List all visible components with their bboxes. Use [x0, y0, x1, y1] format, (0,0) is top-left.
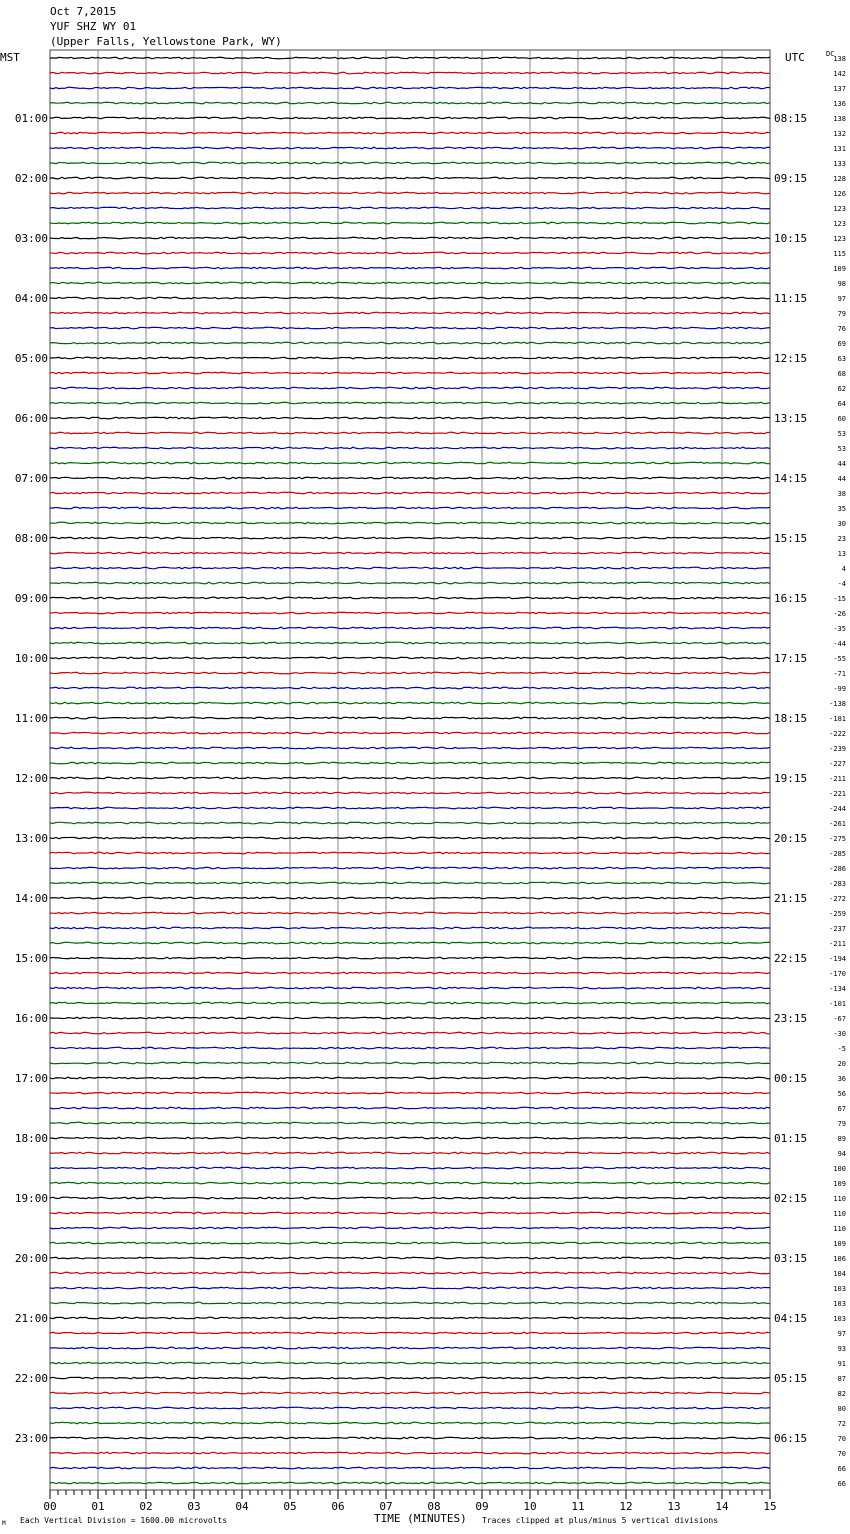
seismic-trace [50, 417, 770, 419]
dc-offset-value: 123 [833, 235, 846, 243]
dc-offset-value: -286 [829, 865, 846, 873]
dc-offset-value: 138 [833, 115, 846, 123]
mst-hour-label: 12:00 [14, 772, 48, 785]
dc-offset-value: 4 [841, 565, 846, 573]
x-axis-label: TIME (MINUTES) [374, 1512, 467, 1525]
seismic-trace [50, 927, 770, 929]
seismic-trace [50, 852, 770, 854]
seismic-trace [50, 1182, 770, 1184]
seismic-trace [50, 1197, 770, 1199]
seismic-trace [50, 867, 770, 869]
seismic-trace [50, 87, 770, 89]
seismic-trace [50, 432, 770, 434]
seismic-trace [50, 897, 770, 899]
utc-hour-label: 09:15 [774, 172, 808, 185]
dc-offset-value: -239 [829, 745, 846, 753]
mst-hour-label: 03:00 [14, 232, 48, 245]
seismic-trace [50, 1077, 770, 1079]
seismic-trace [50, 987, 770, 989]
utc-hour-label: 16:15 [774, 592, 808, 605]
dc-offset-value: 110 [833, 1225, 846, 1233]
dc-offset-value: -222 [829, 730, 846, 738]
seismic-trace [50, 162, 770, 164]
seismic-trace [50, 1287, 770, 1289]
dc-offset-value: 132 [833, 130, 846, 138]
dc-offset-value: -221 [829, 790, 846, 798]
seismic-trace [50, 522, 770, 524]
mst-hour-label: 16:00 [14, 1012, 48, 1025]
utc-hour-label: 11:15 [774, 292, 808, 305]
mst-hour-label: 13:00 [14, 832, 48, 845]
utc-hour-label: 22:15 [774, 952, 808, 965]
dc-offset-value: 126 [833, 190, 846, 198]
seismic-trace [50, 1302, 770, 1304]
seismic-trace [50, 402, 770, 404]
seismic-trace [50, 807, 770, 809]
utc-hour-label: 21:15 [774, 892, 808, 905]
utc-hour-label: 02:15 [774, 1192, 808, 1205]
seismic-trace [50, 1002, 770, 1004]
dc-offset-value: -4 [837, 580, 846, 588]
dc-offset-value: -26 [833, 610, 846, 618]
dc-offset-value: 79 [837, 1120, 846, 1128]
seismic-trace [50, 537, 770, 539]
dc-offset-value: 80 [837, 1405, 846, 1413]
utc-hour-label: 00:15 [774, 1072, 808, 1085]
utc-hour-label: 12:15 [774, 352, 808, 365]
dc-offset-value: -30 [833, 1030, 846, 1038]
dc-offset-value: -55 [833, 655, 846, 663]
dc-offset-value: -67 [833, 1015, 846, 1023]
seismic-trace [50, 792, 770, 794]
seismic-trace [50, 237, 770, 239]
seismic-trace [50, 492, 770, 494]
dc-offset-value: 109 [833, 265, 846, 273]
seismic-trace [50, 1017, 770, 1019]
dc-offset-value: 64 [837, 400, 846, 408]
dc-offset-value: -261 [829, 820, 846, 828]
x-tick-label: 00 [43, 1500, 57, 1513]
seismic-trace [50, 177, 770, 179]
mst-hour-label: 15:00 [14, 952, 48, 965]
dc-offset-value: 68 [837, 370, 846, 378]
dc-offset-value: 131 [833, 145, 846, 153]
dc-offset-value: 23 [837, 535, 846, 543]
x-tick-label: 07 [379, 1500, 393, 1513]
dc-offset-value: 69 [837, 340, 846, 348]
seismic-trace [50, 222, 770, 224]
mst-hour-label: 05:00 [14, 352, 48, 365]
mst-hour-label: 08:00 [14, 532, 48, 545]
station-code: YUF SHZ WY 01 [50, 20, 137, 33]
mst-hour-label: 01:00 [14, 112, 48, 125]
utc-hour-label: 10:15 [774, 232, 808, 245]
dc-offset-value: 72 [837, 1420, 846, 1428]
x-tick-label: 15 [763, 1500, 777, 1513]
seismic-trace [50, 1422, 770, 1424]
x-tick-label: 03 [187, 1500, 201, 1513]
seismic-trace [50, 1377, 770, 1379]
dc-offset-value: 128 [833, 175, 846, 183]
dc-offset-value: 70 [837, 1435, 846, 1443]
seismic-trace [50, 1107, 770, 1109]
dc-offset-value: -283 [829, 880, 846, 888]
dc-offset-value: -227 [829, 760, 846, 768]
mst-hour-label: 11:00 [14, 712, 48, 725]
seismic-trace [50, 372, 770, 374]
seismic-trace [50, 252, 770, 254]
dc-offset-value: -211 [829, 940, 846, 948]
dc-offset-value: 63 [837, 355, 846, 363]
dc-offset-value: 109 [833, 1180, 846, 1188]
dc-offset-value: 93 [837, 1345, 846, 1353]
dc-offset-value: 60 [837, 415, 846, 423]
dc-offset-value: -71 [833, 670, 846, 678]
dc-offset-value: 62 [837, 385, 846, 393]
seismic-trace [50, 1437, 770, 1439]
seismic-trace [50, 1137, 770, 1139]
dc-offset-value: 89 [837, 1135, 846, 1143]
seismic-trace [50, 267, 770, 269]
mst-hour-label: 19:00 [14, 1192, 48, 1205]
dc-offset-value: -275 [829, 835, 846, 843]
utc-hour-label: 08:15 [774, 112, 808, 125]
mst-hour-label: 09:00 [14, 592, 48, 605]
utc-hour-label: 05:15 [774, 1372, 808, 1385]
utc-hour-label: 19:15 [774, 772, 808, 785]
x-tick-label: 06 [331, 1500, 345, 1513]
seismic-trace [50, 327, 770, 329]
utc-hour-label: 23:15 [774, 1012, 808, 1025]
mst-hour-label: 17:00 [14, 1072, 48, 1085]
seismic-trace [50, 912, 770, 914]
dc-offset-value: 97 [837, 1330, 846, 1338]
dc-offset-value: 110 [833, 1195, 846, 1203]
dc-offset-value: -194 [829, 955, 846, 963]
dc-offset-value: 123 [833, 205, 846, 213]
vertical-division-note: Each Vertical Division = 1600.00 microvolts [20, 1516, 228, 1525]
dc-offset-value: 138 [833, 55, 846, 63]
clipping-note: Traces clipped at plus/minus 5 vertical divisions [482, 1516, 719, 1525]
dc-offset-value: 137 [833, 85, 846, 93]
seismic-trace [50, 687, 770, 689]
seismic-trace [50, 1122, 770, 1124]
dc-offset-value: 133 [833, 160, 846, 168]
dc-offset-value: 35 [837, 505, 846, 513]
chart-title: Oct 7,2015 [50, 5, 117, 18]
seismic-trace [50, 1467, 770, 1469]
utc-hour-label: 03:15 [774, 1252, 808, 1265]
mst-hour-label: 23:00 [14, 1432, 48, 1445]
utc-hour-label: 14:15 [774, 472, 808, 485]
mst-hour-label: 04:00 [14, 292, 48, 305]
utc-hour-label: 20:15 [774, 832, 808, 845]
dc-offset-value: -259 [829, 910, 846, 918]
dc-offset-value: -134 [829, 985, 846, 993]
x-tick-label: 12 [619, 1500, 633, 1513]
right-timezone-label: UTC [785, 51, 805, 64]
dc-offset-value: 123 [833, 220, 846, 228]
dc-offset-value: 109 [833, 1240, 846, 1248]
dc-offset-value: 82 [837, 1390, 846, 1398]
mst-hour-label: 18:00 [14, 1132, 48, 1145]
seismic-trace [50, 1272, 770, 1274]
dc-offset-value: 76 [837, 325, 846, 333]
x-tick-label: 09 [475, 1500, 489, 1513]
dc-offset-value: 103 [833, 1285, 846, 1293]
dc-offset-value: 106 [833, 1255, 846, 1263]
dc-offset-value: 103 [833, 1315, 846, 1323]
dc-offset-value: 66 [837, 1465, 846, 1473]
mst-hour-label: 14:00 [14, 892, 48, 905]
seismic-trace [50, 102, 770, 104]
seismic-trace [50, 477, 770, 479]
dc-offset-value: -35 [833, 625, 846, 633]
dc-offset-value: 20 [837, 1060, 846, 1068]
dc-offset-value: -5 [837, 1045, 846, 1053]
dc-offset-value: 13 [837, 550, 846, 558]
x-tick-label: 11 [571, 1500, 585, 1513]
seismic-trace [50, 822, 770, 824]
utc-hour-label: 15:15 [774, 532, 808, 545]
dc-offset-value: -181 [829, 715, 846, 723]
seismic-trace [50, 552, 770, 554]
dc-offset-value: 87 [837, 1375, 846, 1383]
dc-offset-value: -138 [829, 700, 846, 708]
seismic-trace [50, 1242, 770, 1244]
dc-offset-value: 44 [837, 460, 846, 468]
seismic-trace [50, 192, 770, 194]
x-tick-label: 10 [523, 1500, 537, 1513]
seismic-trace [50, 1257, 770, 1259]
dc-offset-value: -272 [829, 895, 846, 903]
station-location: (Upper Falls, Yellowstone Park, WY) [50, 35, 282, 48]
dc-offset-value: 104 [833, 1270, 846, 1278]
seismic-trace [50, 387, 770, 389]
seismic-trace [50, 942, 770, 944]
seismic-trace [50, 597, 770, 599]
seismic-trace [50, 507, 770, 509]
mst-hour-label: 22:00 [14, 1372, 48, 1385]
dc-offset-value: 91 [837, 1360, 846, 1368]
seismic-trace [50, 72, 770, 74]
seismic-trace [50, 612, 770, 614]
dc-offset-value: 97 [837, 295, 846, 303]
dc-offset-value: 67 [837, 1105, 846, 1113]
dc-offset-value: 110 [833, 1210, 846, 1218]
dc-offset-value: 70 [837, 1450, 846, 1458]
seismic-trace [50, 957, 770, 959]
seismic-trace [50, 657, 770, 659]
dc-offset-value: -170 [829, 970, 846, 978]
seismic-trace [50, 342, 770, 344]
seismic-trace [50, 882, 770, 884]
mst-hour-label: 07:00 [14, 472, 48, 485]
seismic-trace [50, 1032, 770, 1034]
x-tick-label: 13 [667, 1500, 681, 1513]
seismic-trace [50, 747, 770, 749]
dc-offset-value: -101 [829, 1000, 846, 1008]
seismic-trace [50, 972, 770, 974]
x-tick-label: 02 [139, 1500, 153, 1513]
seismic-trace [50, 447, 770, 449]
dc-offset-value: 79 [837, 310, 846, 318]
seismic-trace [50, 1227, 770, 1229]
seismic-trace [50, 1152, 770, 1154]
seismic-trace [50, 717, 770, 719]
seismic-trace [50, 1392, 770, 1394]
dc-offset-header: DC [826, 50, 835, 58]
dc-offset-value: 115 [833, 250, 846, 258]
seismic-trace [50, 1212, 770, 1214]
seismic-trace [50, 1362, 770, 1364]
seismic-trace [50, 1062, 770, 1064]
dc-offset-value: 103 [833, 1300, 846, 1308]
seismic-trace [50, 582, 770, 584]
x-tick-label: 08 [427, 1500, 441, 1513]
dc-offset-value: -99 [833, 685, 846, 693]
dc-offset-value: -285 [829, 850, 846, 858]
seismic-trace [50, 627, 770, 629]
utc-hour-label: 13:15 [774, 412, 808, 425]
seismic-trace [50, 297, 770, 299]
corner-mark: M [2, 1520, 6, 1527]
seismic-trace [50, 1047, 770, 1049]
dc-offset-value: -44 [833, 640, 846, 648]
x-tick-label: 04 [235, 1500, 249, 1513]
seismic-trace [50, 132, 770, 134]
dc-offset-value: 98 [837, 280, 846, 288]
x-tick-label: 14 [715, 1500, 729, 1513]
utc-hour-label: 04:15 [774, 1312, 808, 1325]
dc-offset-value: 142 [833, 70, 846, 78]
dc-offset-value: -211 [829, 775, 846, 783]
utc-hour-label: 01:15 [774, 1132, 808, 1145]
dc-offset-value: 44 [837, 475, 846, 483]
seismic-trace [50, 837, 770, 839]
dc-offset-value: -15 [833, 595, 846, 603]
seismic-trace [50, 732, 770, 734]
seismic-trace [50, 57, 770, 59]
x-tick-label: 01 [91, 1500, 105, 1513]
mst-hour-label: 21:00 [14, 1312, 48, 1325]
dc-offset-value: 94 [837, 1150, 846, 1158]
seismic-trace [50, 642, 770, 644]
seismic-trace [50, 357, 770, 359]
dc-offset-value: 36 [837, 1075, 846, 1083]
seismic-trace [50, 762, 770, 764]
seismic-trace [50, 1332, 770, 1334]
mst-hour-label: 06:00 [14, 412, 48, 425]
utc-hour-label: 18:15 [774, 712, 808, 725]
dc-offset-value: 56 [837, 1090, 846, 1098]
seismic-trace [50, 207, 770, 209]
seismic-trace [50, 1092, 770, 1094]
seismic-trace [50, 672, 770, 674]
dc-offset-value: 100 [833, 1165, 846, 1173]
utc-hour-label: 17:15 [774, 652, 808, 665]
dc-offset-value: 53 [837, 430, 846, 438]
mst-hour-label: 02:00 [14, 172, 48, 185]
dc-offset-value: 38 [837, 490, 846, 498]
seismic-trace [50, 117, 770, 119]
seismic-trace [50, 147, 770, 149]
seismic-trace [50, 1482, 770, 1484]
seismic-trace [50, 567, 770, 569]
dc-offset-value: 30 [837, 520, 846, 528]
x-tick-label: 05 [283, 1500, 297, 1513]
mst-hour-label: 20:00 [14, 1252, 48, 1265]
seismic-trace [50, 1452, 770, 1454]
seismic-trace [50, 312, 770, 314]
left-timezone-label: MST [0, 51, 20, 64]
dc-offset-value: -244 [829, 805, 846, 813]
seismic-trace [50, 462, 770, 464]
seismic-trace [50, 1407, 770, 1409]
seismic-trace [50, 282, 770, 284]
seismic-trace [50, 1347, 770, 1349]
mst-hour-label: 10:00 [14, 652, 48, 665]
seismic-trace [50, 1167, 770, 1169]
dc-offset-value: -237 [829, 925, 846, 933]
dc-offset-value: 53 [837, 445, 846, 453]
dc-offset-value: 136 [833, 100, 846, 108]
seismic-trace [50, 1317, 770, 1319]
seismic-trace [50, 777, 770, 779]
utc-hour-label: 06:15 [774, 1432, 808, 1445]
seismic-trace [50, 702, 770, 704]
dc-offset-value: 66 [837, 1480, 846, 1488]
